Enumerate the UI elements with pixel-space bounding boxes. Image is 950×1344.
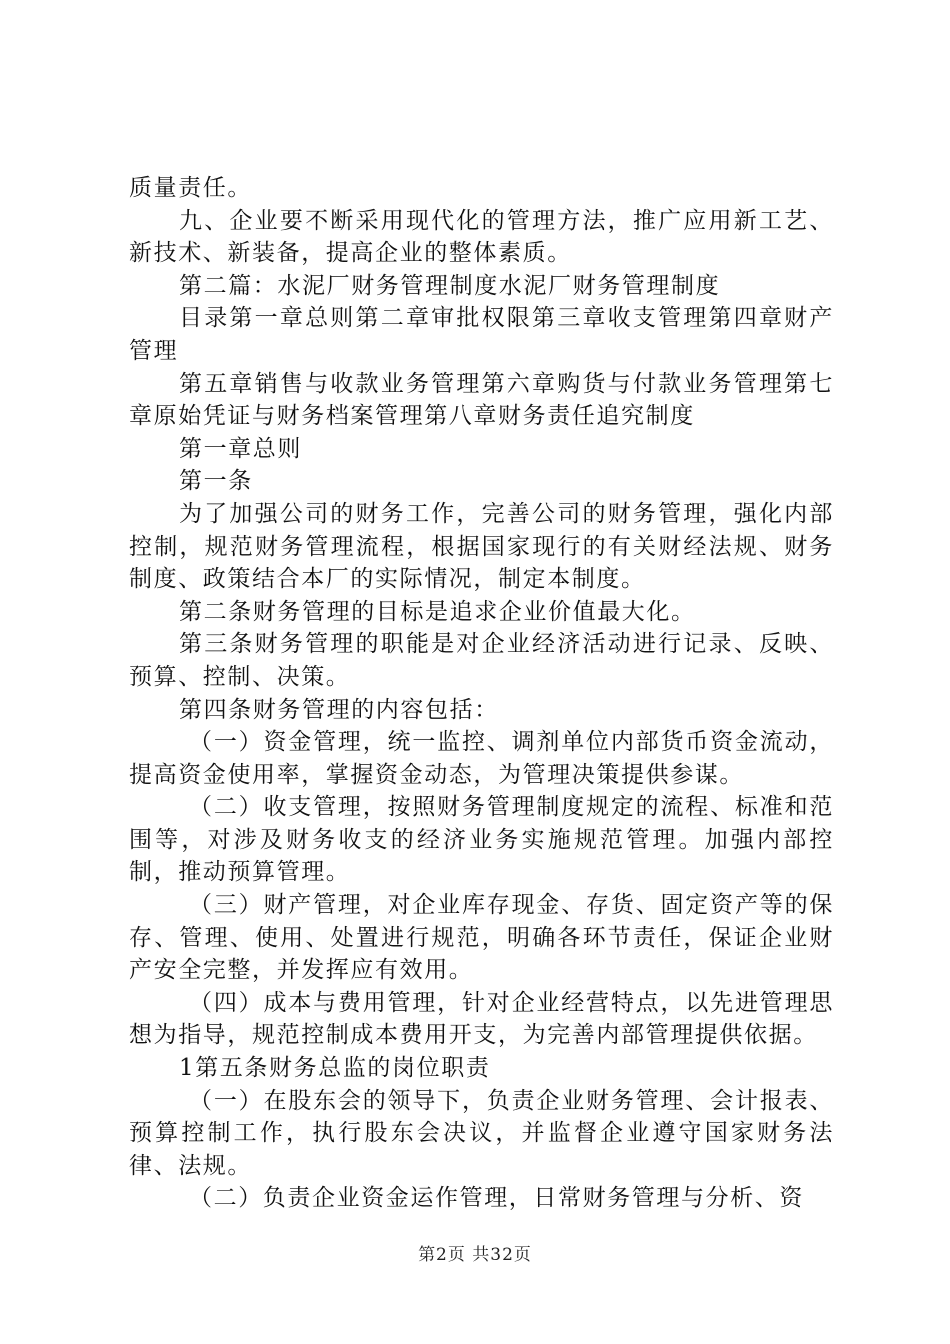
article-five: 1第五条财务总监的岗位职责: [179, 1055, 491, 1082]
paragraph-item-nine: 九、企业要不断采用现代化的管理方法，推广应用新工艺、新技术、新装备，提高企业的整体素质。: [129, 207, 834, 267]
document-body: [129, 172, 834, 1215]
article-heading: 第一条: [179, 468, 253, 495]
table-of-contents-line-1: 目录第一章总则第二章审批权限第三章收支管理第四章财产管理: [129, 305, 834, 364]
article-four: 第四条财务管理的内容包括：: [179, 696, 499, 723]
page-footer: [0, 1240, 950, 1265]
paragraph-continuation: 质量责任。: [129, 175, 252, 201]
list-item-funds: （一）资金管理，统一监控、调剂单位内部货币资金流动，提高资金使用率，掌握资金动态，为管理决策提供参谋。: [129, 729, 834, 788]
article-one-text: 为了加强公司的财务工作，完善公司的财务管理，强化内部控制，规范财务管理流程，根据国家现行的有关财经法规、财务制度、政策结合本厂的实际情况，制定本制度。: [129, 500, 834, 593]
list-item-duty-two: （二）负责企业资金运作管理，日常财务管理与分析、资: [189, 1185, 804, 1212]
list-item-duty-one: （一）在股东会的领导下，负责企业财务管理、会计报表、预算控制工作，执行股东会决议，并监督企业遵守国家财务法律、法规。: [129, 1087, 834, 1179]
article-three: 第三条财务管理的职能是对企业经济活动进行记录、反映、预算、控制、决策。: [129, 631, 834, 690]
list-item-assets: （三）财产管理，对企业库存现金、存货、固定资产等的保存、管理、使用、处置进行规范，明确各环节责任，保证企业财产安全完整，并发挥应有效用。: [129, 892, 834, 984]
page-number-label: 第2页 共32页: [418, 1245, 532, 1265]
section-title: 第二篇：水泥厂财务管理制度水泥厂财务管理制度: [179, 272, 721, 299]
list-item-income-expense: （二）收支管理，按照财务管理制度规定的流程、标准和范围等，对涉及财务收支的经济业务实施规范管理。加强内部控制，推动预算管理。: [129, 794, 834, 886]
list-item-costs: （四）成本与费用管理，针对企业经营特点，以先进管理思想为指导，规范控制成本费用开支，为完善内部管理提供依据。: [129, 989, 834, 1049]
table-of-contents-line-2: 第五章销售与收款业务管理第六章购货与付款业务管理第七章原始凭证与财务档案管理第八章财务责任追究制度: [129, 370, 834, 430]
article-two: 第二条财务管理的目标是追求企业价值最大化。: [179, 598, 696, 625]
chapter-heading: 第一章总则: [179, 435, 302, 462]
